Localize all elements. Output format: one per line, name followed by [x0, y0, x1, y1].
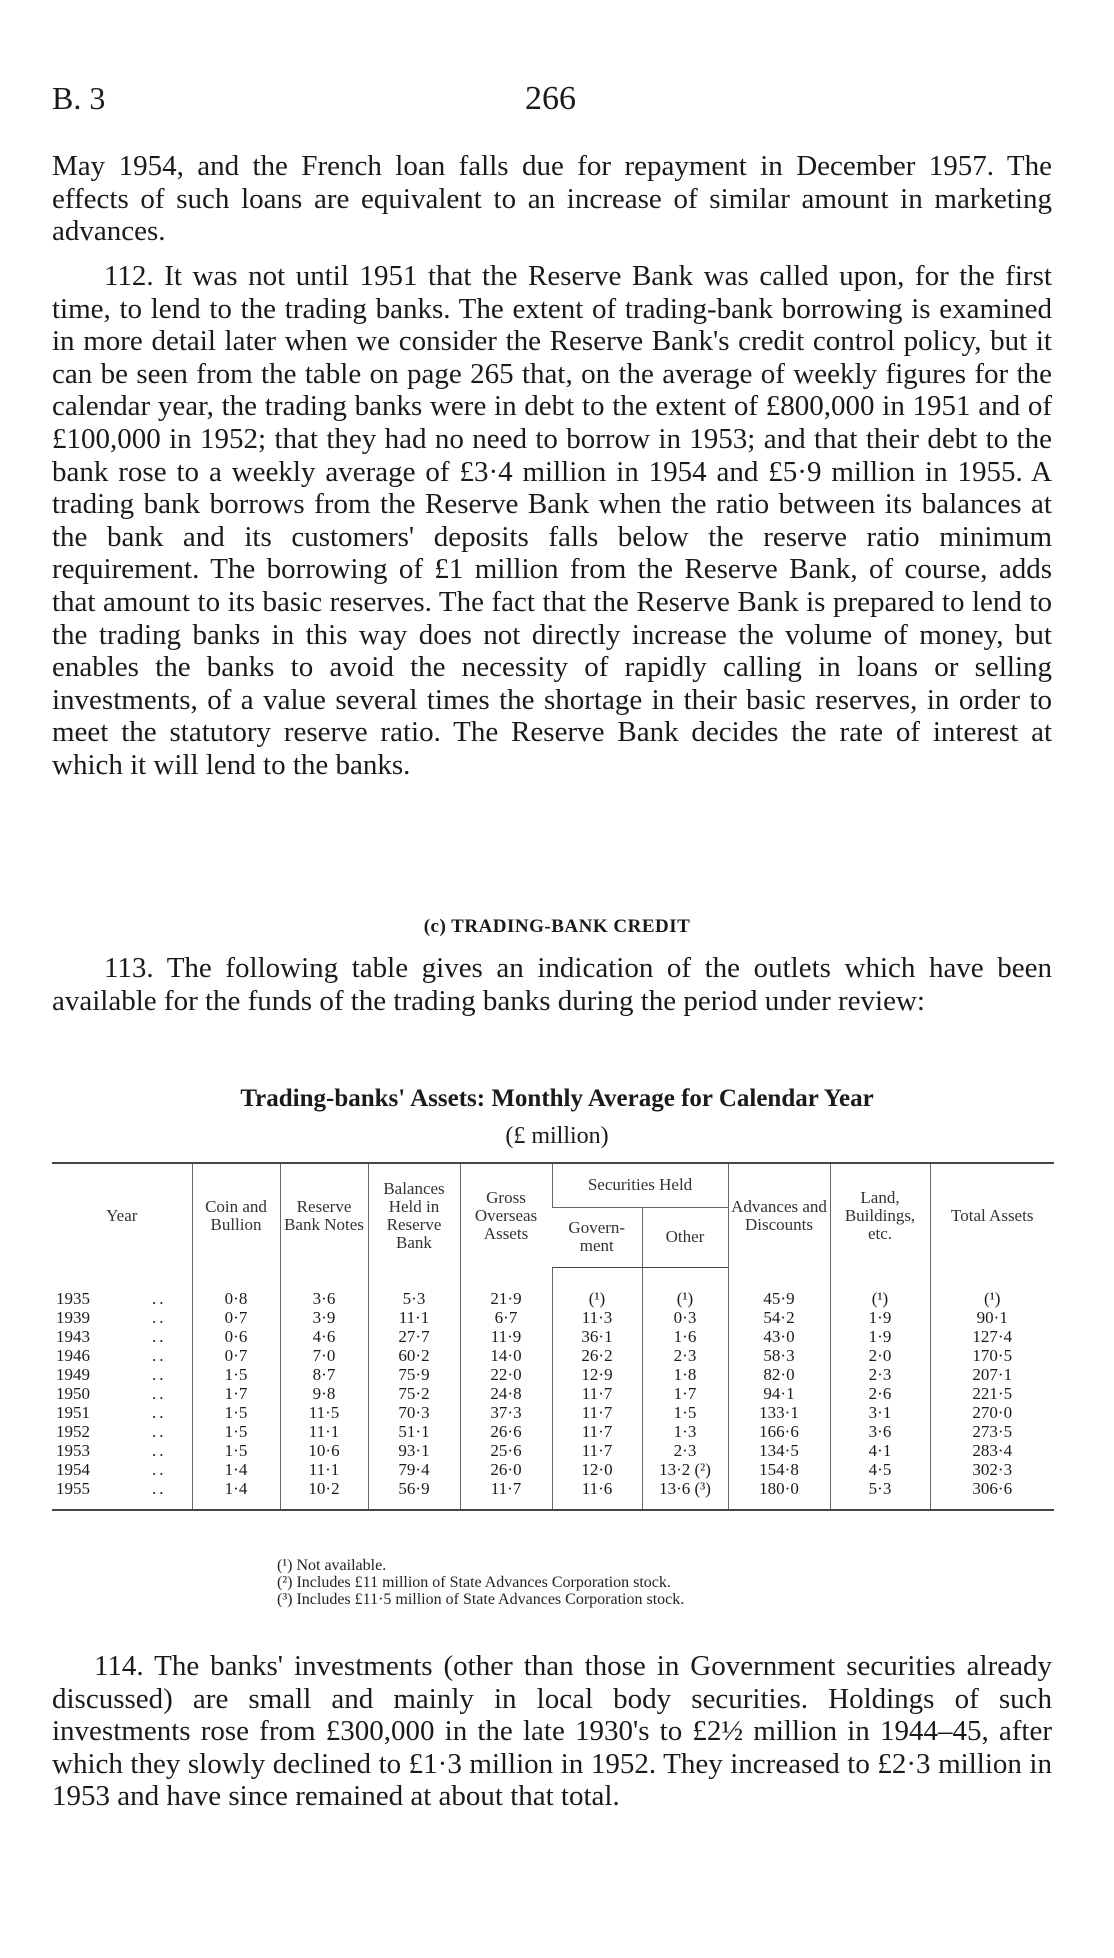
table-row: [52, 1461, 1054, 1480]
cell-advances: 58·3: [728, 1347, 830, 1366]
cell-total: 90·1: [930, 1309, 1054, 1328]
year-value: 1943: [56, 1327, 90, 1346]
paragraph-continuation: May 1954, and the French loan falls due for repayment in December 1957. The effects of such loans are equivalent to an increase of similar amount in marketing advances.: [52, 150, 1052, 248]
cell-coin: 1·5: [192, 1442, 280, 1461]
leader-dots: ..: [152, 1441, 167, 1460]
cell-overseas: 11·7: [460, 1480, 552, 1510]
cell-government: 12·0: [552, 1461, 642, 1480]
cell-total: 270·0: [930, 1404, 1054, 1423]
leader-dots: ..: [152, 1346, 167, 1365]
leader-dots: ..: [152, 1422, 167, 1441]
cell-coin: 0·6: [192, 1328, 280, 1347]
cell-year: [52, 1328, 192, 1347]
page-number: 266: [525, 80, 576, 117]
cell-balances: 27·7: [368, 1328, 460, 1347]
cell-total: 221·5: [930, 1385, 1054, 1404]
year-value: 1950: [56, 1384, 90, 1403]
cell-total: 273·5: [930, 1423, 1054, 1442]
cell-year: [52, 1385, 192, 1404]
cell-overseas: 21·9: [460, 1267, 552, 1309]
cell-land: (¹): [830, 1267, 930, 1309]
cell-other: (¹): [642, 1267, 728, 1309]
table-row: [52, 1385, 1054, 1404]
cell-overseas: 6·7: [460, 1309, 552, 1328]
cell-coin: 0·8: [192, 1267, 280, 1309]
year-value: 1951: [56, 1403, 90, 1422]
table-row: [52, 1347, 1054, 1366]
cell-total: 283·4: [930, 1442, 1054, 1461]
cell-advances: 133·1: [728, 1404, 830, 1423]
header-securities: Securities Held: [552, 1163, 728, 1207]
cell-government: 11·6: [552, 1480, 642, 1510]
cell-advances: 45·9: [728, 1267, 830, 1309]
table-row: [52, 1366, 1054, 1385]
cell-coin: 1·5: [192, 1404, 280, 1423]
cell-land: 3·1: [830, 1404, 930, 1423]
cell-notes: 7·0: [280, 1347, 368, 1366]
cell-coin: 1·7: [192, 1385, 280, 1404]
cell-advances: 180·0: [728, 1480, 830, 1510]
table-row: [52, 1328, 1054, 1347]
cell-advances: 54·2: [728, 1309, 830, 1328]
cell-total: 207·1: [930, 1366, 1054, 1385]
cell-government: 11·3: [552, 1309, 642, 1328]
cell-land: 1·9: [830, 1309, 930, 1328]
cell-total: (¹): [930, 1267, 1054, 1309]
cell-overseas: 25·6: [460, 1442, 552, 1461]
cell-other: 0·3: [642, 1309, 728, 1328]
table-row: [52, 1267, 1054, 1309]
paragraph-114: 114. The banks' investments (other than those in Government securities already discussed) are small and mainly in local body securities. Holdings of such investments rose from £300,000 in the late 1930's to £2½ million in 1944–45, after which they slowly declined to £1·3 million in 1952. They increased to £2·3 million in 1953 and have since remained at about that total.: [52, 1650, 1052, 1813]
header-notes: Reserve Bank Notes: [280, 1163, 368, 1267]
table-row: [52, 1480, 1054, 1510]
year-value: 1953: [56, 1441, 90, 1460]
cell-land: 3·6: [830, 1423, 930, 1442]
cell-advances: 43·0: [728, 1328, 830, 1347]
cell-notes: 11·5: [280, 1404, 368, 1423]
cell-land: 4·5: [830, 1461, 930, 1480]
cell-overseas: 11·9: [460, 1328, 552, 1347]
leader-dots: ..: [152, 1384, 167, 1403]
footnote-2: (²) Includes £11 million of State Advances Corporation stock.: [277, 1574, 671, 1591]
cell-advances: 134·5: [728, 1442, 830, 1461]
cell-advances: 94·1: [728, 1385, 830, 1404]
header-year: Year: [52, 1163, 192, 1267]
cell-land: 2·0: [830, 1347, 930, 1366]
cell-advances: 166·6: [728, 1423, 830, 1442]
cell-notes: 11·1: [280, 1423, 368, 1442]
table-unit: (£ million): [505, 1123, 609, 1149]
header-total: Total Assets: [930, 1163, 1054, 1267]
cell-land: 2·3: [830, 1366, 930, 1385]
header-overseas: Gross Overseas Assets: [460, 1163, 552, 1267]
cell-other: 1·7: [642, 1385, 728, 1404]
section-heading: (c) TRADING-BANK CREDIT: [423, 916, 691, 937]
cell-balances: 93·1: [368, 1442, 460, 1461]
cell-year: [52, 1309, 192, 1328]
footnotes: [277, 1557, 684, 1608]
cell-balances: 51·1: [368, 1423, 460, 1442]
leader-dots: ..: [152, 1288, 167, 1308]
year-value: 1952: [56, 1422, 90, 1441]
cell-advances: 154·8: [728, 1461, 830, 1480]
cell-land: 2·6: [830, 1385, 930, 1404]
cell-overseas: 37·3: [460, 1404, 552, 1423]
table-row: [52, 1309, 1054, 1328]
cell-coin: 1·5: [192, 1423, 280, 1442]
year-value: 1955: [56, 1479, 90, 1498]
cell-overseas: 14·0: [460, 1347, 552, 1366]
cell-year: [52, 1404, 192, 1423]
cell-land: 4·1: [830, 1442, 930, 1461]
cell-coin: 0·7: [192, 1347, 280, 1366]
cell-coin: 1·4: [192, 1461, 280, 1480]
leader-dots: ..: [152, 1479, 167, 1498]
cell-balances: 5·3: [368, 1267, 460, 1309]
cell-total: 302·3: [930, 1461, 1054, 1480]
table-row: [52, 1404, 1054, 1423]
cell-notes: 8·7: [280, 1366, 368, 1385]
cell-notes: 3·6: [280, 1267, 368, 1309]
year-value: 1935: [56, 1288, 90, 1308]
series-label: B. 3: [52, 80, 106, 116]
header-coin: Coin and Bullion: [192, 1163, 280, 1267]
header-balances: Balances Held in Reserve Bank: [368, 1163, 460, 1267]
cell-balances: 75·9: [368, 1366, 460, 1385]
cell-total: 127·4: [930, 1328, 1054, 1347]
cell-year: [52, 1480, 192, 1510]
header-other: Other: [642, 1207, 728, 1267]
paragraph-113: 113. The following table gives an indication of the outlets which have been available for the funds of the trading banks during the period under review:: [52, 952, 1052, 1017]
cell-balances: 56·9: [368, 1480, 460, 1510]
cell-notes: 9·8: [280, 1385, 368, 1404]
cell-notes: 10·2: [280, 1480, 368, 1510]
cell-notes: 3·9: [280, 1309, 368, 1328]
header-government: Govern-ment: [552, 1207, 642, 1267]
cell-overseas: 26·6: [460, 1423, 552, 1442]
cell-notes: 11·1: [280, 1461, 368, 1480]
leader-dots: ..: [152, 1327, 167, 1346]
year-value: 1954: [56, 1460, 90, 1479]
cell-notes: 10·6: [280, 1442, 368, 1461]
cell-overseas: 26·0: [460, 1461, 552, 1480]
year-value: 1946: [56, 1346, 90, 1365]
table-row: [52, 1423, 1054, 1442]
cell-government: 26·2: [552, 1347, 642, 1366]
cell-other: 1·3: [642, 1423, 728, 1442]
footnote-1: (¹) Not available.: [277, 1557, 387, 1574]
cell-other: 1·8: [642, 1366, 728, 1385]
cell-other: 1·6: [642, 1328, 728, 1347]
cell-year: [52, 1442, 192, 1461]
cell-year: [52, 1423, 192, 1442]
cell-coin: 1·5: [192, 1366, 280, 1385]
leader-dots: ..: [152, 1403, 167, 1422]
cell-government: 11·7: [552, 1404, 642, 1423]
leader-dots: ..: [152, 1308, 167, 1327]
leader-dots: ..: [152, 1365, 167, 1384]
cell-balances: 60·2: [368, 1347, 460, 1366]
leader-dots: ..: [152, 1460, 167, 1479]
cell-advances: 82·0: [728, 1366, 830, 1385]
year-value: 1949: [56, 1365, 90, 1384]
table-body: [52, 1267, 1054, 1510]
paragraph-112: 112. It was not until 1951 that the Reserve Bank was called upon, for the first time, to lend to the trading banks. The extent of trading-bank borrowing is examined in more detail later when we consider the Reserve Bank's credit control policy, but it can be seen from the table on page 265 that, on the average of weekly figures for the calendar year, the trading banks were in debt to the extent of £800,000 in 1951 and of £100,000 in 1952; that they had no need to borrow in 1953; and that their debt to the bank rose to a weekly average of £3·4 million in 1954 and £5·9 million in 1955. A trading bank borrows from the Reserve Bank when the ratio between its balances at the bank and its customers' deposits falls below the reserve ratio minimum requirement. The borrowing of £1 million from the Reserve Bank, of course, adds that amount to its basic reserves. The fact that the Reserve Bank is prepared to lend to the trading banks in this way does not directly increase the volume of money, but enables the banks to avoid the necessity of rapidly calling in loans or selling investments, of a value several times the shortage in their basic reserves, in order to meet the statutory reserve ratio. The Reserve Bank decides the rate of interest at which it will lend to the banks.: [52, 260, 1052, 781]
cell-overseas: 22·0: [460, 1366, 552, 1385]
cell-land: 1·9: [830, 1328, 930, 1347]
cell-government: 36·1: [552, 1328, 642, 1347]
cell-government: (¹): [552, 1267, 642, 1309]
header-land: Land, Buildings, etc.: [830, 1163, 930, 1267]
cell-government: 11·7: [552, 1442, 642, 1461]
table-row: [52, 1442, 1054, 1461]
cell-year: [52, 1366, 192, 1385]
cell-coin: 0·7: [192, 1309, 280, 1328]
footnote-3: (³) Includes £11·5 million of State Advances Corporation stock.: [277, 1591, 685, 1608]
cell-land: 5·3: [830, 1480, 930, 1510]
cell-year: [52, 1267, 192, 1309]
header-advances: Advances and Discounts: [728, 1163, 830, 1267]
cell-overseas: 24·8: [460, 1385, 552, 1404]
cell-other: 13·6 (³): [642, 1480, 728, 1510]
table-title: Trading-banks' Assets: Monthly Average for Calendar Year: [240, 1085, 874, 1112]
cell-government: 12·9: [552, 1366, 642, 1385]
cell-balances: 11·1: [368, 1309, 460, 1328]
cell-balances: 75·2: [368, 1385, 460, 1404]
cell-other: 2·3: [642, 1347, 728, 1366]
cell-other: 1·5: [642, 1404, 728, 1423]
cell-year: [52, 1461, 192, 1480]
cell-government: 11·7: [552, 1385, 642, 1404]
cell-balances: 70·3: [368, 1404, 460, 1423]
year-value: 1939: [56, 1308, 90, 1327]
cell-balances: 79·4: [368, 1461, 460, 1480]
assets-table: [52, 1162, 1054, 1511]
cell-notes: 4·6: [280, 1328, 368, 1347]
cell-total: 170·5: [930, 1347, 1054, 1366]
cell-total: 306·6: [930, 1480, 1054, 1510]
cell-year: [52, 1347, 192, 1366]
cell-coin: 1·4: [192, 1480, 280, 1510]
cell-other: 2·3: [642, 1442, 728, 1461]
cell-other: 13·2 (²): [642, 1461, 728, 1480]
cell-government: 11·7: [552, 1423, 642, 1442]
